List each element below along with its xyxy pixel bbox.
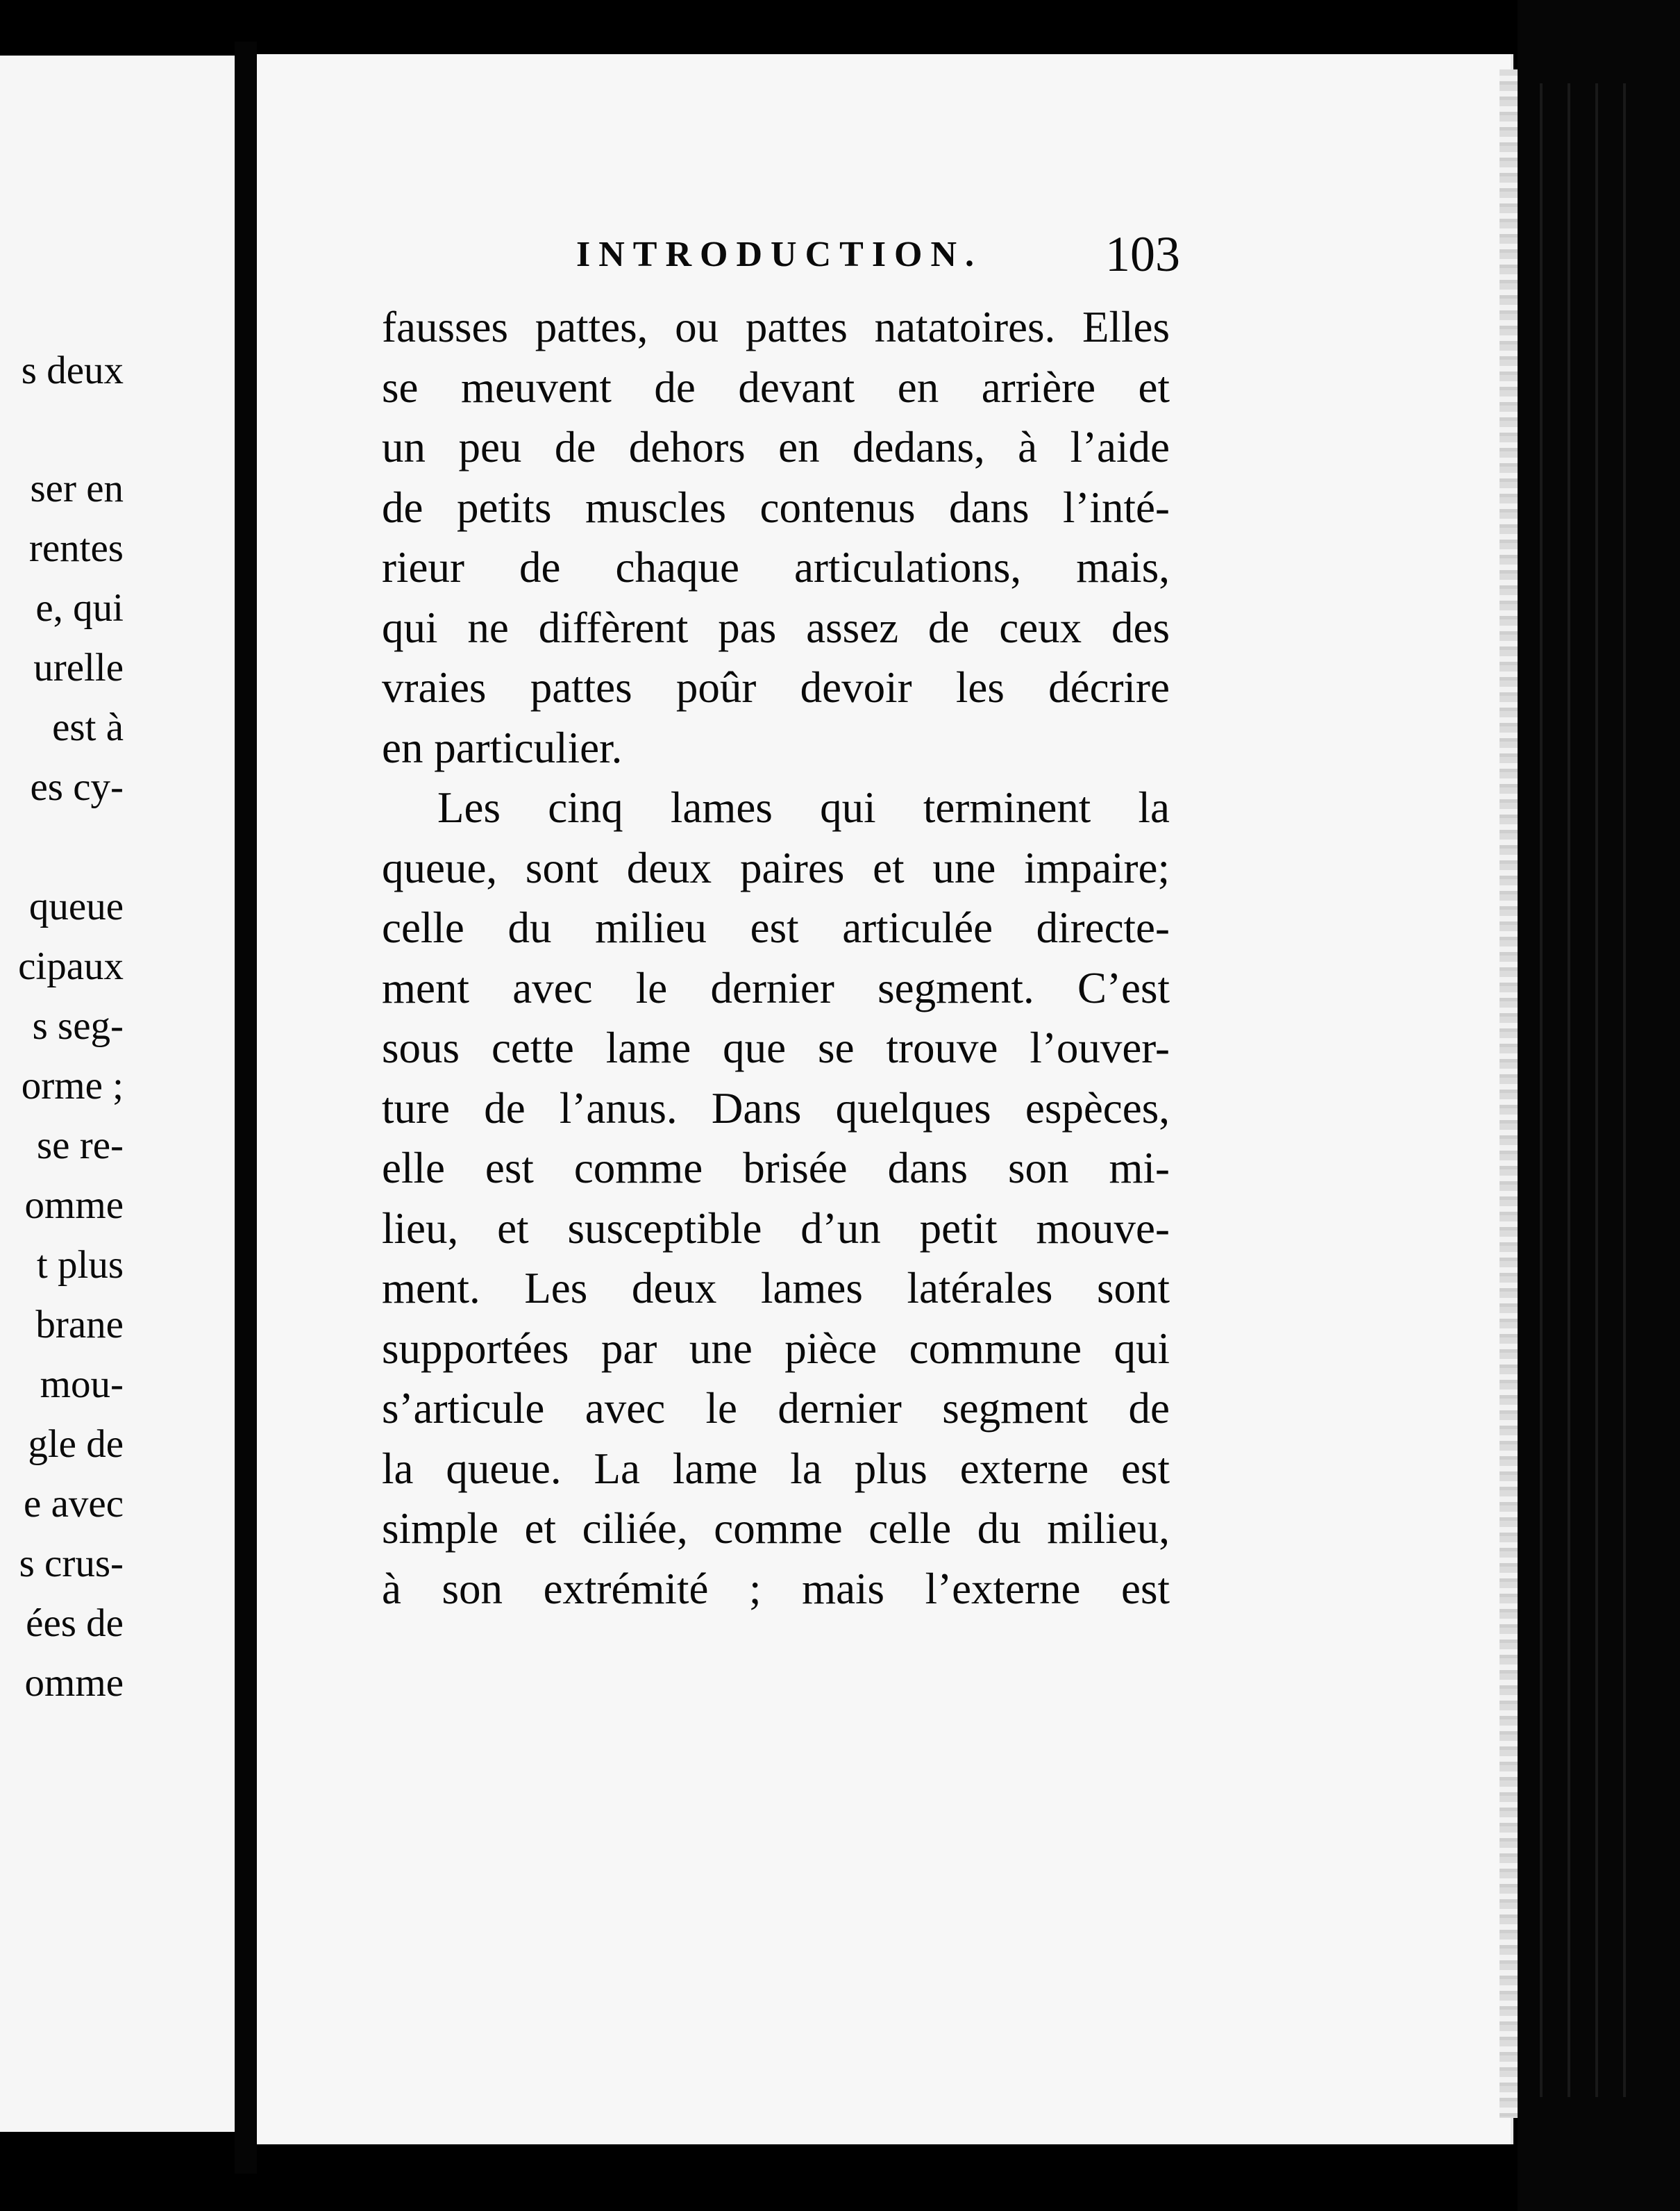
text-line: qui ne diffèrent pas assez de ceux des bbox=[382, 603, 1170, 652]
page-stack-edges bbox=[1527, 83, 1638, 2097]
left-line: gle de bbox=[28, 1422, 124, 1466]
text-line: vraies pattes poûr devoir les décrire bbox=[382, 663, 1170, 712]
left-line: omme bbox=[24, 1183, 124, 1227]
page-edge bbox=[1500, 69, 1518, 2118]
text-line: de petits muscles contenus dans l’inté- bbox=[382, 483, 1170, 532]
left-line: est à bbox=[52, 706, 124, 749]
text-line: queue, sont deux paires et une impaire; bbox=[382, 843, 1170, 892]
left-line: urelle bbox=[33, 646, 124, 690]
text-line: elle est comme brisée dans son mi- bbox=[382, 1144, 1170, 1192]
left-line: s crus- bbox=[19, 1542, 124, 1585]
text-line: simple et ciliée, comme celle du milieu, bbox=[382, 1504, 1170, 1553]
left-line: e, qui bbox=[35, 586, 124, 630]
left-line: brane bbox=[35, 1303, 124, 1346]
left-line: queue bbox=[28, 885, 124, 928]
previous-page bbox=[0, 56, 235, 2132]
left-line: ser en bbox=[30, 467, 124, 510]
left-line: ées de bbox=[26, 1601, 124, 1645]
left-line: s deux bbox=[21, 349, 124, 392]
text-line: ment avec le dernier segment. C’est bbox=[382, 963, 1170, 1012]
book-gutter bbox=[235, 42, 257, 2174]
running-head: INTRODUCTION. bbox=[576, 235, 983, 274]
text-line: s’articule avec le dernier segment de bbox=[382, 1384, 1170, 1433]
left-line: cipaux bbox=[18, 944, 124, 988]
text-line: ture de l’anus. Dans quelques espèces, bbox=[382, 1083, 1170, 1133]
text-line: supportées par une pièce commune qui bbox=[382, 1324, 1170, 1373]
left-line: es cy- bbox=[30, 765, 124, 809]
left-line: se re- bbox=[37, 1124, 124, 1167]
text-line: ment. Les deux lames latérales sont bbox=[382, 1264, 1170, 1312]
text-line: la queue. La lame la plus externe est bbox=[382, 1444, 1170, 1493]
left-line: e avec bbox=[24, 1482, 124, 1526]
text-line: celle du milieu est articulée directe- bbox=[382, 903, 1170, 952]
page-number: 103 bbox=[1105, 226, 1180, 282]
left-line: t plus bbox=[36, 1243, 124, 1287]
text-line: lieu, et susceptible d’un petit mouve- bbox=[382, 1203, 1170, 1253]
text-line: rieur de chaque articulations, mais, bbox=[382, 543, 1170, 592]
paragraph-start-line: Les cinq lames qui terminent la bbox=[437, 783, 1170, 832]
text-line: un peu de dehors en dedans, à l’aide bbox=[382, 423, 1170, 472]
text-line: en particulier. bbox=[382, 723, 623, 772]
left-line: orme ; bbox=[21, 1064, 124, 1108]
text-line: se meuvent de devant en arrière et bbox=[382, 362, 1170, 412]
body-text bbox=[382, 297, 1170, 1619]
left-line: rentes bbox=[28, 526, 124, 570]
text-line: fausses pattes, ou pattes natatoires. Elles bbox=[382, 303, 1170, 351]
left-line: s seg- bbox=[32, 1004, 124, 1048]
text-line: à son extrémité ; mais l’externe est bbox=[382, 1564, 1170, 1613]
left-line: mou- bbox=[40, 1362, 124, 1406]
left-line: omme bbox=[24, 1661, 124, 1705]
text-line: sous cette lame que se trouve l’ouver- bbox=[382, 1024, 1170, 1072]
